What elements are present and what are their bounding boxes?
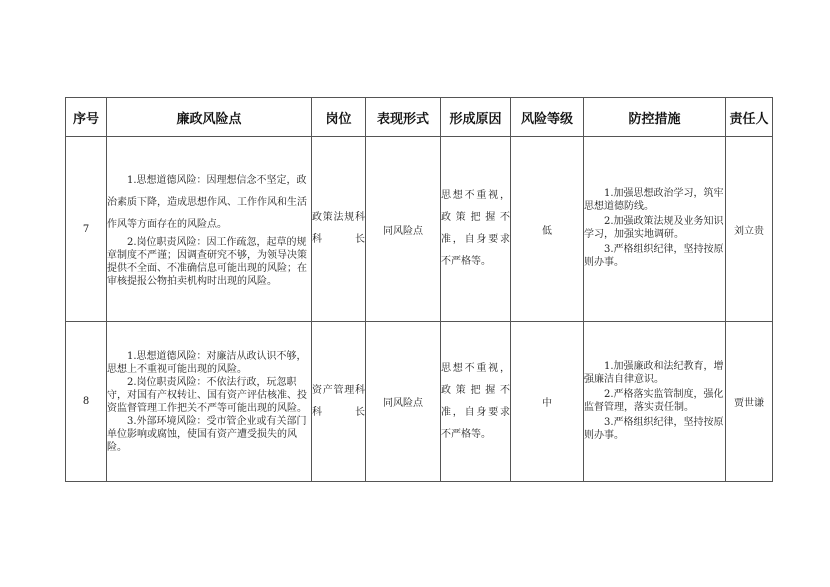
measure: 3.严格组织纪律，坚持按原则办事。 bbox=[584, 244, 724, 268]
header-form: 表现形式 bbox=[366, 98, 441, 137]
owner-cell: 刘立贵 bbox=[726, 137, 773, 322]
header-post: 岗位 bbox=[312, 98, 366, 137]
post-cell: 资产管理科科长 bbox=[312, 322, 366, 482]
row-num: 7 bbox=[66, 137, 107, 322]
row-num: 8 bbox=[66, 322, 107, 482]
risk-points-cell bbox=[107, 322, 312, 482]
form-cell: 同风险点 bbox=[366, 137, 441, 322]
header-level: 风险等级 bbox=[511, 98, 584, 137]
risk-point: 1.思想道德风险：因理想信念不坚定，政治素质下降，造成思想作风、工作作风和生活作风等方面存在的风险点。 bbox=[107, 175, 307, 230]
table-row bbox=[66, 322, 773, 482]
measure: 3.严格组织纪律，坚持按原则办事。 bbox=[584, 416, 724, 441]
measure: 1.加强思想政治学习，筑牢思想道德防线。 bbox=[584, 188, 724, 212]
cause-cell: 思想不重视，政策把握不准，自身要求不严格等。 bbox=[441, 137, 511, 322]
risk-points-cell bbox=[107, 137, 312, 322]
measures-cell bbox=[584, 137, 726, 322]
risk-level: 低 bbox=[511, 137, 584, 322]
cause-cell: 思想不重视，政策把握不准，自身要求不严格等。 bbox=[441, 322, 511, 482]
owner-cell: 贾世谦 bbox=[726, 322, 773, 482]
risk-point: 3.外部环境风险：受市管企业或有关部门单位影响或腐蚀，使国有资产遭受损失的风险。 bbox=[107, 415, 307, 453]
measure: 2.加强政策法规及业务知识学习，加强实地调研。 bbox=[584, 216, 724, 240]
risk-point: 2.岗位职责风险：因工作疏忽，起草的规章制度不严谨；因调查研究不够，为领导决策提供不全面、不准确信息可能出现的风险；在审核提报公物拍卖机构时出现的风险。 bbox=[107, 237, 307, 287]
risk-point: 2.岗位职责风险：不依法行政，玩忽职守，对国有产权转让、国有资产评估核准、投资监督管理工作把关不严等可能出现的风险。 bbox=[107, 376, 307, 414]
header-row bbox=[66, 98, 773, 137]
risk-table bbox=[65, 97, 773, 482]
header-risk-points: 廉政风险点 bbox=[107, 98, 312, 137]
measure: 2.严格落实监管制度，强化监督管理，落实责任制。 bbox=[584, 388, 724, 413]
measures-cell bbox=[584, 322, 726, 482]
table-row bbox=[66, 137, 773, 322]
post-cell: 政策法规科科长 bbox=[312, 137, 366, 322]
header-num: 序号 bbox=[66, 98, 107, 137]
measure: 1.加强廉政和法纪教育，增强廉洁自律意识。 bbox=[584, 360, 724, 385]
header-owner: 责任人 bbox=[726, 98, 773, 137]
form-cell: 同风险点 bbox=[366, 322, 441, 482]
header-cause: 形成原因 bbox=[441, 98, 511, 137]
header-measures: 防控措施 bbox=[584, 98, 726, 137]
risk-point: 1.思想道德风险：对廉洁从政认识不够，思想上不重视可能出现的风险。 bbox=[107, 350, 307, 375]
risk-level: 中 bbox=[511, 322, 584, 482]
